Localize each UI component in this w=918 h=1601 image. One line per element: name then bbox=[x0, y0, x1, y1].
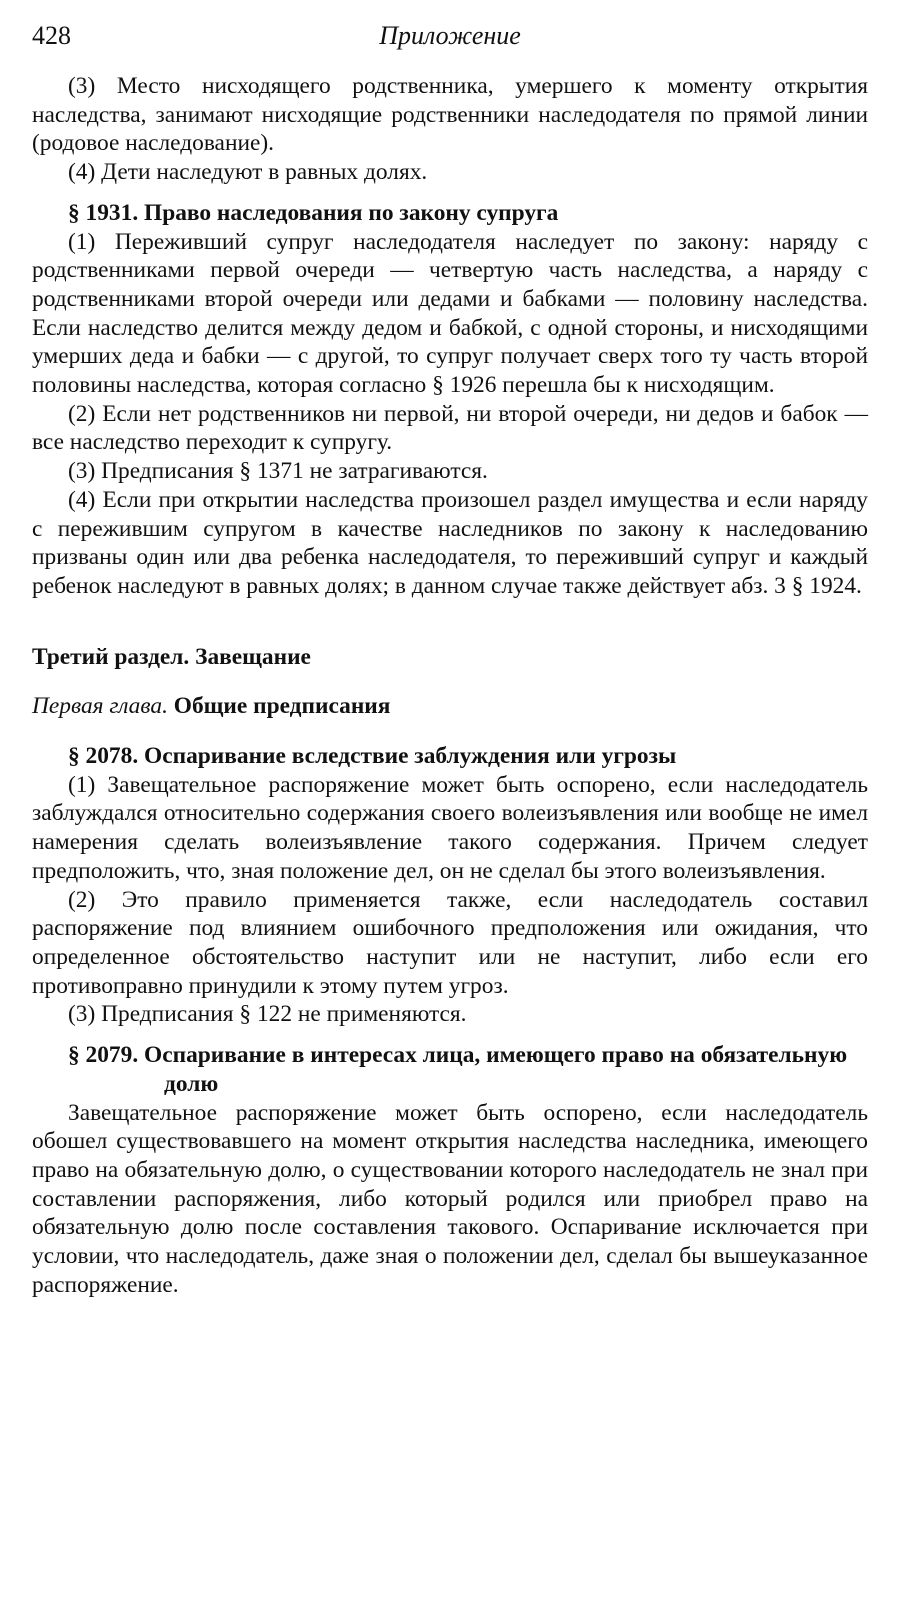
page-body bbox=[32, 72, 868, 1299]
paragraph: (2) Если нет родственников ни первой, ни второй очереди, ни дедов и бабок — все наследство переходит к супругу. bbox=[32, 400, 868, 456]
paragraph: (2) Это правило применяется также, если наследодатель составил распоряжение под влиянием ошибочного предположения или ожидания, что определенное обстоятельство наступит или не наступит, либо если его противоправно принудили к этому путем угроз. bbox=[32, 886, 868, 999]
page-number: 428 bbox=[32, 21, 71, 50]
chapter-name: Общие предписания bbox=[173, 693, 391, 720]
paragraph: (3) Предписания § 122 не применяются. bbox=[68, 1001, 467, 1028]
paragraph: Завещательное распоряжение может быть оспорено, если наследодатель обошел существовавшего на момент открытия наследства наследника, имеющего право на обязательную долю, о существовании которого наследодатель не знал при составлении распоряжения, либо который родился или приобрел право на обязательную долю после составления такового. Оспаривание исключается при условии, что наследодатель, даже зная о положении дел, сделал бы вышеуказанное распоряжение. bbox=[32, 1099, 868, 1298]
paragraph: (1) Завещательное распоряжение может быть оспорено, если наследодатель заблуждался относительно содержания своего волеизъявления или вообще не имел намерения сделать волеизъявление такого содержания. Причем следует предположить, что, зная положение дел, он не сделал бы этого волеизъявления. bbox=[32, 771, 868, 884]
paragraph: (3) Место нисходящего родственника, умершего к моменту открытия наследства, занимают нисходящие родственники наследодателя по прямой линии (родовое наследование). bbox=[32, 73, 868, 157]
part-title: Третий раздел. Завещание bbox=[32, 643, 311, 670]
paragraph: (4) Если при открытии наследства произошел раздел имущества и если наряду с пережившим супругом в качестве наследников по закону к наследованию призваны один или два ребенка наследодателя, то переживший супруг и каждый ребенок наследуют в равных долях; в данном случае также действует абз. 3 § 1924. bbox=[32, 486, 868, 599]
page-header bbox=[32, 18, 868, 58]
section-heading-2079: § 2079. Оспаривание в интересах лица, имеющего право на обязательную долю bbox=[68, 1042, 848, 1097]
paragraph: (4) Дети наследуют в равных долях. bbox=[68, 159, 428, 186]
section-heading-2078: § 2078. Оспаривание вследствие заблуждения или угрозы bbox=[68, 743, 677, 770]
chapter-title bbox=[32, 692, 868, 721]
running-title: Приложение bbox=[379, 21, 521, 50]
paragraph: (3) Предписания § 1371 не затрагиваются. bbox=[68, 458, 488, 485]
chapter-number: Первая глава. bbox=[32, 693, 168, 720]
paragraph: (1) Переживший супруг наследодателя наследует по закону: наряду с родственниками первой очереди — четвертую часть наследства, а наряду с родственниками второй очереди или дедами и бабками — половину наследства. Если наследство делится между дедом и бабкой, с одной стороны, и нисходящими умерших деда и бабки — с другой, то супруг получает сверх того ту часть второй половины наследства, которая согласно § 1926 перешла бы к нисходящим. bbox=[32, 228, 868, 399]
section-heading-1931: § 1931. Право наследования по закону супруга bbox=[68, 199, 559, 226]
